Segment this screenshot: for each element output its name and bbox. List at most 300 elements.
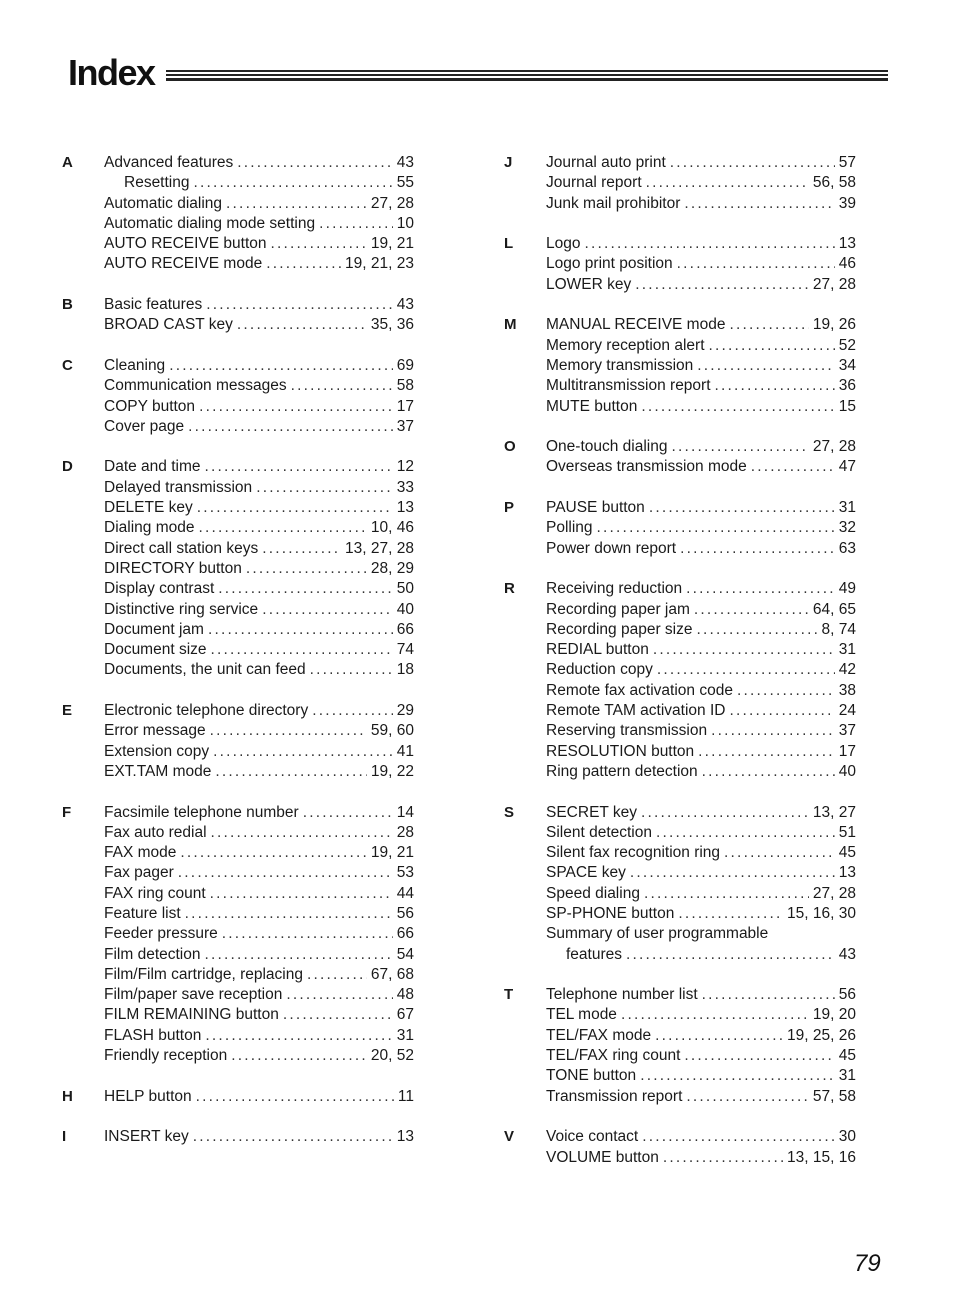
entry-pages: 36 <box>838 377 856 395</box>
entry-label: Communication messages <box>104 377 287 395</box>
dot-leader <box>640 1066 835 1086</box>
entry-pages: 13, 27, 28 <box>345 539 414 557</box>
entry-pages: 39 <box>838 194 856 212</box>
entry-label: Silent detection <box>546 823 652 841</box>
index-entry <box>546 1046 856 1066</box>
entry-pages: 27, 28 <box>812 275 856 293</box>
entry-pages: 37 <box>838 722 856 740</box>
entry-label: Extension copy <box>104 742 210 760</box>
index-entry <box>104 985 414 1005</box>
dot-leader <box>307 965 367 985</box>
entry-label: FAX ring count <box>104 884 206 902</box>
index-entry <box>546 620 856 640</box>
index-entries <box>546 1127 856 1168</box>
dot-leader <box>684 194 834 214</box>
entry-label: Cover page <box>104 417 185 435</box>
index-entry <box>104 559 414 579</box>
entry-pages: 12 <box>396 458 414 476</box>
dot-leader <box>204 945 392 965</box>
dot-leader <box>319 214 393 234</box>
dot-leader <box>686 1087 809 1107</box>
index-entry <box>546 843 856 863</box>
entry-pages: 28 <box>396 823 414 841</box>
entry-label: Automatic dialing <box>104 194 223 212</box>
entry-label: Journal auto print <box>546 154 666 171</box>
entry-pages: 52 <box>838 336 856 354</box>
entry-label: BROAD CAST key <box>104 316 233 334</box>
entry-pages: 11 <box>397 1087 414 1105</box>
entry-label: COPY button <box>104 397 196 415</box>
entry-pages: 53 <box>396 864 414 882</box>
entry-label: Display contrast <box>104 580 215 598</box>
index-entry <box>104 640 414 660</box>
index-entry <box>546 762 856 782</box>
index-entries <box>104 803 414 1067</box>
dot-leader <box>271 234 367 254</box>
entry-pages: 19, 25, 26 <box>787 1026 856 1044</box>
index-entry <box>104 376 414 396</box>
dot-leader <box>246 559 367 579</box>
index-entries <box>546 315 856 416</box>
entry-pages: 67, 68 <box>370 965 414 983</box>
dot-leader <box>656 823 835 843</box>
dot-leader <box>751 457 835 477</box>
entry-label: Polling <box>546 519 593 537</box>
index-entry <box>546 234 856 254</box>
index-entries <box>104 153 414 275</box>
index-entry <box>104 721 414 741</box>
entry-label: Date and time <box>104 458 201 476</box>
index-letter: P <box>504 499 515 517</box>
dot-leader <box>210 721 367 741</box>
dot-leader <box>262 539 341 559</box>
index-entry <box>546 194 856 214</box>
index-entry <box>104 518 414 538</box>
entry-pages: 27, 28 <box>370 194 414 212</box>
entry-label: Film detection <box>104 945 201 963</box>
entry-label: SECRET key <box>546 803 638 821</box>
dot-leader <box>286 985 392 1005</box>
index-letter: H <box>62 1087 73 1105</box>
dot-leader <box>222 924 393 944</box>
page-title: Index <box>68 52 155 93</box>
entry-label: Remote fax activation code <box>546 681 733 699</box>
dot-leader <box>312 701 393 721</box>
entry-label: VOLUME button <box>546 1148 659 1166</box>
entry-pages: 18 <box>396 661 414 679</box>
index-entry <box>546 457 856 477</box>
dot-leader <box>729 315 808 335</box>
index-letter: E <box>62 702 73 720</box>
index-entry <box>104 904 414 924</box>
dot-leader <box>215 762 367 782</box>
dot-leader <box>213 742 393 762</box>
entry-label: Voice contact <box>546 1128 639 1146</box>
index-entry <box>546 579 856 599</box>
dot-leader <box>646 173 809 193</box>
index-entry <box>104 153 414 173</box>
index-entry <box>104 234 414 254</box>
entry-pages: 27, 28 <box>812 884 856 902</box>
entry-label: DIRECTORY button <box>104 559 242 577</box>
index-entry <box>546 254 856 274</box>
index-entry <box>104 1005 414 1025</box>
dot-leader <box>724 843 835 863</box>
dot-leader <box>663 1148 783 1168</box>
entry-pages: 54 <box>396 945 414 963</box>
dot-leader <box>621 1005 809 1025</box>
entry-pages: 19, 21 <box>370 844 414 862</box>
dot-leader <box>197 498 393 518</box>
index-letter: V <box>504 1128 515 1146</box>
entry-label: TEL mode <box>546 1006 617 1024</box>
entry-label: EXT.TAM mode <box>104 762 212 780</box>
index-letter: B <box>62 296 73 314</box>
entry-pages: 13 <box>396 1128 414 1146</box>
entry-label: HELP button <box>104 1087 192 1105</box>
entry-pages: 45 <box>838 1047 856 1065</box>
dot-leader <box>211 640 393 660</box>
index-entry <box>104 843 414 863</box>
dot-leader <box>672 437 809 457</box>
index-column-right <box>504 153 864 1188</box>
dot-leader <box>205 457 393 477</box>
page-number: 79 <box>854 1250 881 1277</box>
entry-pages: 66 <box>396 620 414 638</box>
entry-label: INSERT key <box>104 1128 189 1146</box>
index-entry <box>546 640 856 660</box>
entry-label: AUTO RECEIVE mode <box>104 255 263 273</box>
entry-label: Silent fax recognition ring <box>546 844 721 862</box>
index-entry <box>104 803 414 823</box>
index-group <box>62 701 422 782</box>
dot-leader <box>630 863 835 883</box>
index-entry <box>104 173 414 193</box>
entry-label: Reserving transmission <box>546 722 708 740</box>
dot-leader <box>218 579 392 599</box>
index-entry <box>546 985 856 1005</box>
index-entry <box>546 721 856 741</box>
entry-pages: 57, 58 <box>812 1087 856 1105</box>
entry-pages: 13 <box>838 864 856 882</box>
index-entry <box>546 823 856 843</box>
index-group <box>504 803 864 965</box>
dot-leader <box>196 1087 394 1107</box>
entry-label: Fax pager <box>104 864 174 882</box>
entry-label: TONE button <box>546 1067 637 1085</box>
index-entry <box>104 823 414 843</box>
title-rule <box>166 74 888 76</box>
index-entry <box>104 884 414 904</box>
index-entry <box>546 539 856 559</box>
entry-pages: 66 <box>396 925 414 943</box>
entry-pages: 37 <box>396 417 414 435</box>
entry-pages: 29 <box>396 702 414 720</box>
dot-leader <box>641 803 809 823</box>
dot-leader <box>193 173 392 193</box>
entry-label: Speed dialing <box>546 884 640 902</box>
index-entry <box>104 417 414 437</box>
entry-pages: 31 <box>838 1067 856 1085</box>
dot-leader <box>626 945 835 965</box>
index-entry <box>546 945 856 965</box>
dot-leader <box>711 721 835 741</box>
index-entry <box>546 518 856 538</box>
entry-label: MANUAL RECEIVE mode <box>546 316 726 334</box>
dot-leader <box>262 600 393 620</box>
entry-label: Film/Film cartridge, replacing <box>104 965 303 983</box>
index-entry <box>546 173 856 193</box>
index-entries <box>104 457 414 680</box>
index-entry <box>546 336 856 356</box>
dot-leader <box>697 356 834 376</box>
dot-leader <box>303 803 393 823</box>
entry-pages: 31 <box>396 1026 414 1044</box>
index-letter: O <box>504 438 516 456</box>
entry-pages: 17 <box>396 397 414 415</box>
index-entries <box>546 437 856 478</box>
index-entries <box>546 985 856 1107</box>
index-entry <box>104 478 414 498</box>
dot-leader <box>680 539 835 559</box>
entry-label: LOWER key <box>546 275 632 293</box>
index-entries <box>104 1127 414 1147</box>
index-entry <box>546 904 856 924</box>
index-entry <box>546 803 856 823</box>
entry-label: Multitransmission report <box>546 377 711 395</box>
entry-pages: 59, 60 <box>370 722 414 740</box>
entry-pages: 19, 26 <box>812 316 856 334</box>
index-entries <box>104 295 414 336</box>
index-group <box>62 803 422 1067</box>
index-entry <box>104 945 414 965</box>
entry-label: Document size <box>104 641 207 659</box>
entry-label: Document jam <box>104 620 204 638</box>
entry-pages: 17 <box>838 742 856 760</box>
dot-leader <box>226 194 367 214</box>
entry-pages: 8, 74 <box>821 620 856 638</box>
index-group <box>504 315 864 416</box>
dot-leader <box>597 518 835 538</box>
index-entry <box>104 1046 414 1066</box>
entry-label: Feature list <box>104 904 181 922</box>
entry-pages: 19, 21 <box>370 235 414 253</box>
index-group <box>62 356 422 437</box>
dot-leader <box>655 1026 783 1046</box>
entry-pages: 31 <box>838 499 856 517</box>
entry-pages: 10, 46 <box>370 519 414 537</box>
index-entries <box>546 579 856 782</box>
dot-leader <box>641 397 834 417</box>
entry-label: FLASH button <box>104 1026 202 1044</box>
entry-label: TEL/FAX mode <box>546 1026 652 1044</box>
entry-pages: 13 <box>838 235 856 253</box>
index-letter: C <box>62 356 73 374</box>
entry-label: Friendly reception <box>104 1047 228 1065</box>
index-entry <box>546 681 856 701</box>
index-entry <box>104 498 414 518</box>
index-entry <box>104 457 414 477</box>
index-entry <box>104 924 414 944</box>
index-entry <box>104 1026 414 1046</box>
entry-pages: 56, 58 <box>812 174 856 192</box>
entry-pages: 19, 20 <box>812 1006 856 1024</box>
entry-label: Cleaning <box>104 356 166 374</box>
entry-pages: 31 <box>838 641 856 659</box>
dot-leader <box>291 376 393 396</box>
entry-pages: 74 <box>396 641 414 659</box>
index-entry <box>546 1127 856 1147</box>
entry-pages: 63 <box>838 539 856 557</box>
entry-pages: 42 <box>838 661 856 679</box>
dot-leader <box>237 153 392 173</box>
index-entry <box>104 965 414 985</box>
entry-label: Logo print position <box>546 255 673 273</box>
entry-label: Electronic telephone directory <box>104 702 309 720</box>
dot-leader <box>737 681 835 701</box>
entry-pages: 15 <box>838 397 856 415</box>
index-entry <box>546 397 856 417</box>
entry-pages: 45 <box>838 844 856 862</box>
entry-label: REDIAL button <box>546 641 649 659</box>
index-entry <box>546 884 856 904</box>
index-entry <box>104 863 414 883</box>
dot-leader <box>702 762 835 782</box>
index-entry <box>104 539 414 559</box>
entry-label: Fax auto redial <box>104 823 207 841</box>
dot-leader <box>237 315 367 335</box>
index-entry <box>546 701 856 721</box>
index-letter: I <box>62 1128 67 1146</box>
title-rule <box>166 78 888 81</box>
entry-pages: 38 <box>838 681 856 699</box>
entry-pages: 13, 27 <box>812 803 856 821</box>
entry-pages: 30 <box>838 1128 856 1146</box>
index-group <box>62 153 422 275</box>
dot-leader <box>670 153 835 173</box>
dot-leader <box>698 742 835 762</box>
dot-leader <box>206 295 393 315</box>
entry-pages: 64, 65 <box>812 600 856 618</box>
dot-leader <box>180 843 367 863</box>
title-rule <box>166 70 888 72</box>
index-entry <box>104 579 414 599</box>
entry-label: PAUSE button <box>546 499 645 517</box>
entry-label: MUTE button <box>546 397 638 415</box>
entry-pages: 57 <box>838 154 856 171</box>
entry-pages: 46 <box>838 255 856 273</box>
index-entry <box>546 863 856 883</box>
entry-label: Remote TAM activation ID <box>546 702 726 720</box>
index-letter: M <box>504 316 517 334</box>
index-entries <box>546 234 856 295</box>
entry-label: DELETE key <box>104 499 193 517</box>
index-letter: F <box>62 803 72 821</box>
dot-leader <box>205 1026 392 1046</box>
dot-leader <box>211 823 393 843</box>
index-entry <box>546 742 856 762</box>
index-entry <box>104 397 414 417</box>
entry-pages: 20, 52 <box>370 1047 414 1065</box>
index-group <box>504 579 864 782</box>
index-entry <box>104 600 414 620</box>
entry-pages: 43 <box>838 945 856 963</box>
index-entry <box>546 924 856 944</box>
entry-label: Transmission report <box>546 1087 683 1105</box>
entry-pages: 10 <box>396 214 414 232</box>
entry-label: Resetting <box>124 174 190 192</box>
entry-label: Facsimile telephone number <box>104 803 299 821</box>
dot-leader <box>696 620 817 640</box>
index-entry <box>546 600 856 620</box>
index-letter: L <box>504 235 514 253</box>
dot-leader <box>231 1046 367 1066</box>
entry-pages: 15, 16, 30 <box>787 904 856 922</box>
index-entry <box>104 660 414 680</box>
index-entry <box>546 660 856 680</box>
index-entry <box>546 1005 856 1025</box>
entry-label: Error message <box>104 722 206 740</box>
index-entry <box>546 498 856 518</box>
entry-pages: 69 <box>396 356 414 374</box>
index-entry <box>546 1087 856 1107</box>
dot-leader <box>649 498 835 518</box>
entry-pages: 27, 28 <box>812 438 856 456</box>
dot-leader <box>169 356 393 376</box>
dot-leader <box>694 600 809 620</box>
entry-pages: 43 <box>396 296 414 314</box>
entry-label: Reduction copy <box>546 661 653 679</box>
entry-pages: 34 <box>838 356 856 374</box>
index-entry <box>546 315 856 335</box>
index-group <box>62 1127 422 1147</box>
dot-leader <box>678 904 783 924</box>
entry-pages: 28, 29 <box>370 559 414 577</box>
entry-pages: 55 <box>396 174 414 192</box>
dot-leader <box>210 884 393 904</box>
index-entry <box>104 295 414 315</box>
entry-pages: 43 <box>396 154 414 171</box>
entry-label: Telephone number list <box>546 986 698 1004</box>
index-entry <box>104 1087 414 1107</box>
entry-label: FILM REMAINING button <box>104 1006 279 1024</box>
entry-label: One-touch dialing <box>546 438 668 456</box>
dot-leader <box>702 985 835 1005</box>
entry-pages: 13, 15, 16 <box>787 1148 856 1166</box>
dot-leader <box>729 701 834 721</box>
index-entry <box>104 214 414 234</box>
entry-pages: 49 <box>838 580 856 598</box>
index-entries <box>104 1087 414 1107</box>
dot-leader <box>715 376 835 396</box>
entry-label: SPACE key <box>546 864 626 882</box>
index-group <box>62 1087 422 1107</box>
index-entry <box>104 620 414 640</box>
dot-leader <box>684 1046 834 1066</box>
entry-label: Overseas transmission mode <box>546 458 747 476</box>
entry-pages: 19, 21, 23 <box>345 255 414 273</box>
index-entries <box>104 701 414 782</box>
dot-leader <box>178 863 393 883</box>
dot-leader <box>266 254 341 274</box>
entry-label: Recording paper size <box>546 620 693 638</box>
dot-leader <box>188 417 393 437</box>
index-group <box>62 457 422 680</box>
entry-pages: 41 <box>396 742 414 760</box>
dot-leader <box>657 660 835 680</box>
entry-label: Power down report <box>546 539 677 557</box>
index-entries <box>546 803 856 965</box>
